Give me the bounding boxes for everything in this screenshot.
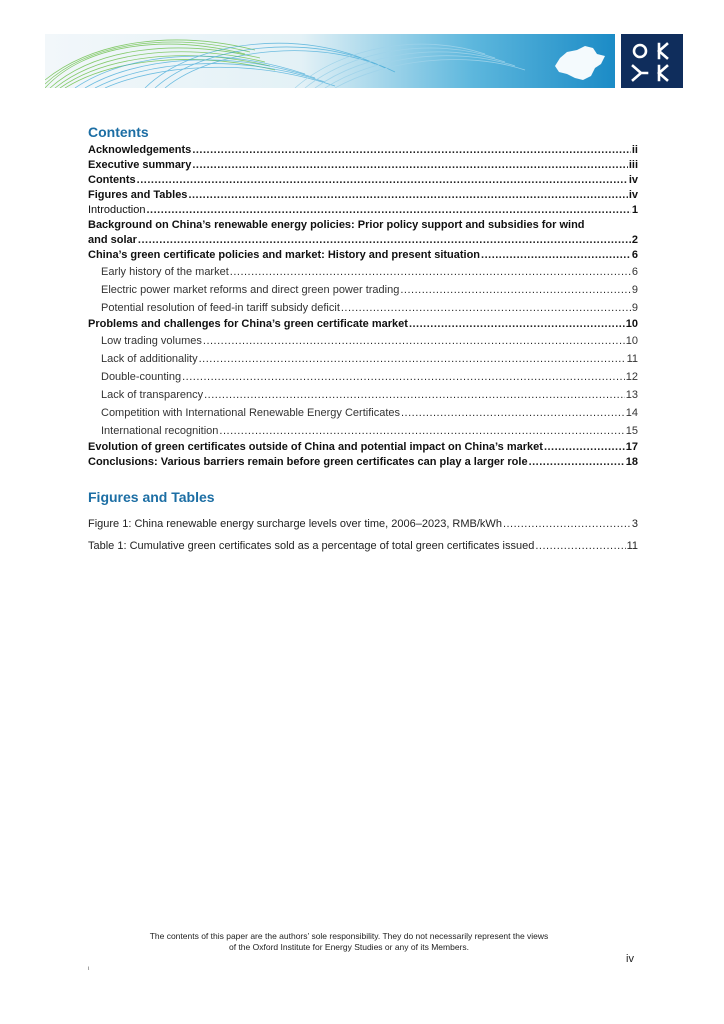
toc-entry-title: Double-counting — [101, 371, 182, 383]
toc-entry-conclusions[interactable] — [88, 455, 638, 470]
figures-heading: Figures and Tables — [88, 489, 215, 505]
toc-entry-power-market-reforms[interactable] — [88, 281, 638, 299]
toc-entry-lack-of-transparency[interactable] — [88, 386, 638, 404]
toc-entry-title: China’s green certificate policies and market: History and present situation — [88, 249, 481, 261]
toc-entry-green-certificate-policies[interactable] — [88, 248, 638, 263]
toc-entry-figures-and-tables[interactable] — [88, 188, 638, 203]
table-entry-page: 11 — [626, 540, 638, 552]
disclaimer-line1: The contents of this paper are the authors’ sole responsibility. They do not necessarily represent the views — [149, 931, 549, 941]
oies-logo — [621, 34, 683, 88]
toc-entry-page: 14 — [625, 407, 638, 419]
toc-entry-acknowledgements[interactable] — [88, 143, 638, 158]
toc-entry-background[interactable] — [88, 218, 638, 248]
page-number: iv — [626, 953, 634, 965]
toc-entry-page: 15 — [625, 425, 638, 437]
toc-entry-title: Early history of the market — [101, 266, 229, 278]
toc-entry-page: iii — [628, 159, 638, 171]
toc-entry-title: International recognition — [101, 425, 219, 437]
toc-entry-page: 10 — [625, 335, 638, 347]
figure-entry-surcharge[interactable] — [88, 513, 638, 535]
toc-entry-page: 9 — [631, 302, 638, 314]
corner-mark: ι — [88, 966, 90, 972]
toc-entry-page: 17 — [625, 441, 638, 453]
figures-list — [88, 513, 638, 557]
toc-entry-page: 6 — [631, 266, 638, 278]
toc-entry-contents[interactable] — [88, 173, 638, 188]
toc-entry-international-recognition[interactable] — [88, 422, 638, 440]
toc-entry-title: Electric power market reforms and direct green power trading — [101, 284, 400, 296]
toc-entry-title: Acknowledgements — [88, 144, 192, 156]
toc-entry-title: Figures and Tables — [88, 189, 188, 201]
toc-entry-title: Potential resolution of feed-in tariff subsidy deficit — [101, 302, 340, 314]
toc-entry-page: 2 — [631, 234, 638, 246]
oies-logo-icon — [621, 34, 683, 88]
toc-entry-page: 10 — [625, 318, 638, 330]
figure-entry-page: 3 — [631, 518, 638, 530]
toc-entry-low-trading-volumes[interactable] — [88, 332, 638, 350]
toc-entry-title: Problems and challenges for China’s green certificate market — [88, 318, 408, 330]
toc-entry-page: iv — [628, 174, 638, 186]
toc-entry-early-history[interactable] — [88, 263, 638, 281]
toc-entry-title: Lack of transparency — [101, 389, 204, 401]
toc-entry-title: Executive summary — [88, 159, 192, 171]
toc-entry-title-line1: Background on China’s renewable energy policies: Prior policy support and subsidies for wind — [88, 219, 585, 231]
toc-entry-title: Conclusions: Various barriers remain before green certificates can play a larger role — [88, 456, 528, 468]
header-swirl-graphic — [45, 34, 615, 88]
toc-entry-subsidy-deficit[interactable] — [88, 299, 638, 317]
toc-entry-page: 18 — [625, 456, 638, 468]
toc-entry-title: Introduction — [88, 204, 146, 216]
toc-entry-page: 12 — [625, 371, 638, 383]
figure-entry-title: Figure 1: China renewable energy surcharge levels over time, 2006–2023, RMB/kWh — [88, 518, 502, 530]
toc-entry-title: Evolution of green certificates outside of China and potential impact on China’s market — [88, 441, 543, 453]
table-entry-cumulative-certificates[interactable] — [88, 535, 638, 557]
toc-entry-executive-summary[interactable] — [88, 158, 638, 173]
header-banner — [45, 34, 615, 88]
toc-entry-evolution-outside-china[interactable] — [88, 440, 638, 455]
contents-list — [88, 143, 638, 470]
contents-heading: Contents — [88, 124, 149, 140]
toc-entry-page: 13 — [625, 389, 638, 401]
toc-entry-introduction[interactable] — [88, 203, 638, 218]
toc-entry-page: ii — [631, 144, 638, 156]
toc-entry-title: Low trading volumes — [101, 335, 202, 347]
disclaimer — [88, 931, 610, 953]
toc-entry-page: 6 — [631, 249, 638, 261]
toc-entry-title: Competition with International Renewable Energy Certificates — [101, 407, 400, 419]
toc-entry-title: Lack of additionality — [101, 353, 198, 365]
toc-entry-competition-irec[interactable] — [88, 404, 638, 422]
table-entry-title: Table 1: Cumulative green certificates sold as a percentage of total green certificates issued — [88, 540, 535, 552]
toc-entry-title: Contents — [88, 174, 136, 186]
toc-entry-page: 9 — [631, 284, 638, 296]
toc-entry-title-line2: and solar — [88, 234, 137, 246]
toc-entry-lack-of-additionality[interactable] — [88, 350, 638, 368]
disclaimer-line2: of the Oxford Institute for Energy Studies or any of its Members. — [229, 942, 469, 952]
toc-entry-problems-and-challenges[interactable] — [88, 317, 638, 332]
toc-entry-page: 1 — [631, 204, 638, 216]
toc-entry-page: 11 — [626, 353, 638, 365]
toc-entry-double-counting[interactable] — [88, 368, 638, 386]
toc-entry-page: iv — [628, 189, 638, 201]
